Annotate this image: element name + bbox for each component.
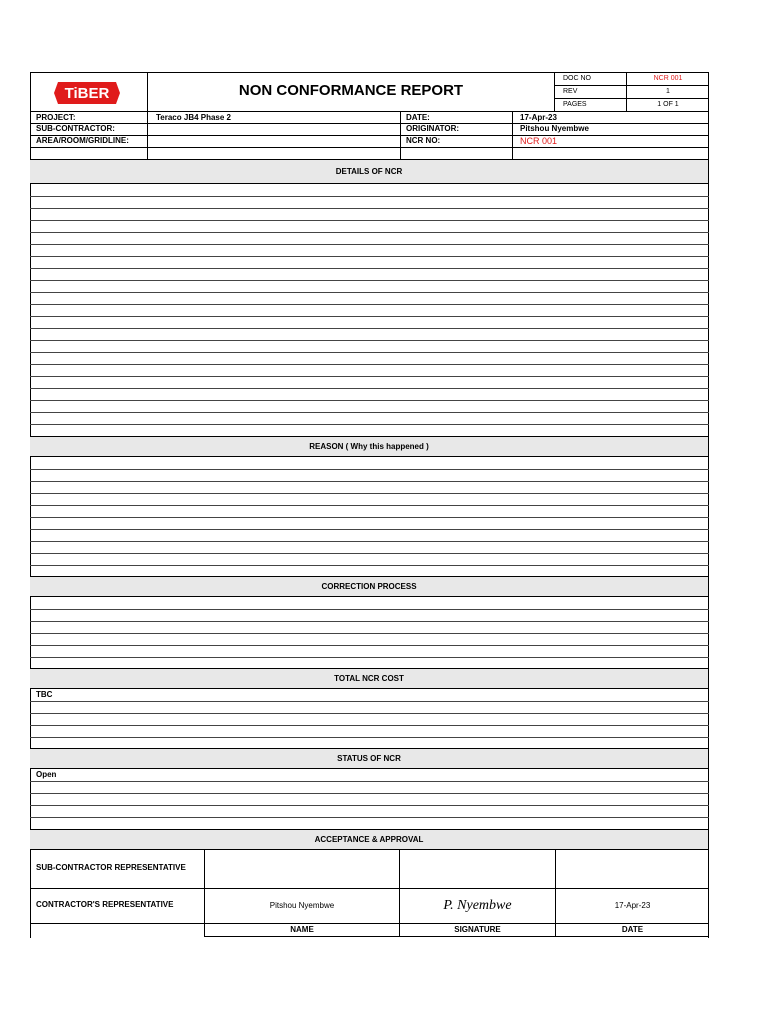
ruled-line — [30, 424, 709, 425]
ruled-line — [30, 244, 709, 245]
ruled-line — [30, 352, 709, 353]
contractor-date: 17-Apr-23 — [614, 901, 651, 910]
status-value: Open — [36, 770, 57, 779]
date-value: 17-Apr-23 — [520, 113, 557, 122]
ruled-line — [30, 328, 709, 329]
ruled-line — [30, 340, 709, 341]
ruled-line — [30, 781, 709, 782]
cost-header: TOTAL NCR COST — [30, 668, 708, 689]
ruled-line — [30, 701, 709, 702]
project-value: Teraco JB4 Phase 2 — [156, 113, 232, 122]
ruled-line — [30, 737, 709, 738]
ruled-line — [30, 621, 709, 622]
ncr-no-label: NCR NO: — [406, 136, 441, 145]
ruled-line — [30, 400, 709, 401]
pages-value: 1 OF 1 — [657, 101, 679, 108]
date-label: DATE: — [406, 113, 430, 122]
ruled-line — [30, 280, 709, 281]
rev-value: 1 — [666, 88, 670, 95]
ruled-line — [30, 517, 709, 518]
ruled-line — [30, 196, 709, 197]
contractor-name: Pitshou Nyembwe — [269, 901, 335, 910]
ruled-line — [30, 412, 709, 413]
tiber-logo — [54, 80, 120, 106]
ruled-line — [30, 232, 709, 233]
ruled-line — [30, 505, 709, 506]
ruled-line — [30, 817, 709, 818]
project-label: PROJECT: — [36, 113, 76, 122]
status-header: STATUS OF NCR — [30, 748, 708, 769]
ruled-line — [30, 292, 709, 293]
originator-value: Pitshou Nyembwe — [520, 124, 589, 133]
page-title: NON CONFORMANCE REPORT — [238, 82, 464, 99]
ruled-line — [30, 633, 709, 634]
rev-label: REV — [563, 88, 578, 95]
ruled-line — [30, 493, 709, 494]
ruled-line — [30, 388, 709, 389]
sub-contractor-label: SUB-CONTRACTOR: — [36, 124, 115, 133]
col-name: NAME — [290, 925, 314, 934]
reason-header: REASON ( Why this happened ) — [30, 436, 708, 457]
area-label: AREA/ROOM/GRIDLINE: — [36, 136, 129, 145]
ruled-line — [30, 713, 709, 714]
ruled-line — [30, 376, 709, 377]
doc-no-value: NCR 001 — [653, 75, 683, 82]
ruled-line — [30, 541, 709, 542]
contractor-signature: P. Nyembwe — [443, 898, 512, 913]
ruled-line — [30, 364, 709, 365]
ruled-line — [30, 256, 709, 257]
ncr-no-value: NCR 001 — [520, 136, 558, 146]
originator-label: ORIGINATOR: — [406, 124, 460, 133]
ruled-line — [30, 469, 709, 470]
contractor-rep-label: CONTRACTOR'S REPRESENTATIVE — [36, 900, 174, 909]
svg-text:TiBER: TiBER — [64, 85, 110, 102]
col-date: DATE — [621, 925, 644, 934]
ruled-line — [30, 657, 709, 658]
ruled-line — [30, 208, 709, 209]
ruled-line — [30, 268, 709, 269]
ruled-line — [30, 793, 709, 794]
doc-no-label: DOC NO — [563, 75, 591, 82]
approval-header: ACCEPTANCE & APPROVAL — [30, 829, 708, 850]
ruled-line — [30, 529, 709, 530]
pages-label: PAGES — [563, 101, 587, 108]
ruled-line — [30, 805, 709, 806]
col-signature: SIGNATURE — [454, 925, 501, 934]
ruled-line — [30, 316, 709, 317]
ruled-line — [30, 481, 709, 482]
details-header: DETAILS OF NCR — [30, 159, 708, 184]
correction-header: CORRECTION PROCESS — [30, 576, 708, 597]
ruled-line — [30, 220, 709, 221]
ruled-line — [30, 553, 709, 554]
sub-rep-label: SUB-CONTRACTOR REPRESENTATIVE — [36, 863, 186, 872]
cost-value: TBC — [36, 690, 53, 699]
ruled-line — [30, 609, 709, 610]
ruled-line — [30, 565, 709, 566]
ruled-line — [30, 645, 709, 646]
ruled-line — [30, 304, 709, 305]
ruled-line — [30, 725, 709, 726]
